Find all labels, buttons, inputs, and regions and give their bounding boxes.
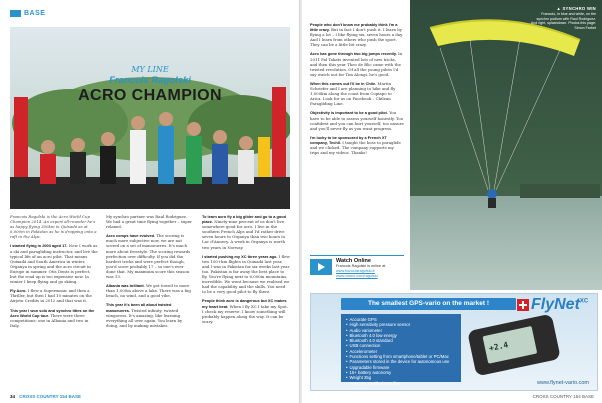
paragraph-body: My synchro partner was Raul Rodriguez. We had a great time flying together – super relaxed. (106, 214, 192, 230)
vario-screen (483, 326, 538, 364)
paragraph-head: I started pushing my XC three years ago. (202, 253, 278, 259)
article-title: ACRO CHAMPION (78, 87, 222, 104)
watch-online-text (336, 259, 385, 285)
paragraph-head: People who don't know me probably think I'm a little crazy. (310, 22, 398, 33)
line-label: MY LINE (131, 65, 169, 74)
vario-screen-value: +2.4 (488, 340, 510, 354)
paragraph (106, 302, 194, 327)
paragraph-body: Twisted infinity, twisted wingovers. It's amazing, like learning everything all over again. You learn by doing, and by making mistakes. (106, 307, 183, 328)
ad-feature: • FAI-CIVL certified IGC files (346, 381, 456, 386)
paragraph-head: This year I won solo and synchro titles on the Acro World Cup tour. (10, 307, 95, 318)
paragraph-head: I started flying in 2003 aged 17. (10, 243, 68, 249)
paragraph (106, 283, 194, 298)
paragraph-head: Acro has gone through two big jumps recently. (310, 51, 397, 57)
left-column-2 (106, 214, 194, 332)
paragraph-head: Objectivity is important to be a good pilot. (310, 110, 388, 116)
vimeo-link[interactable]: www.vimeo.com/ragolski (336, 274, 378, 278)
flynet-advert (310, 293, 598, 391)
paragraph-body: Martin Schriefer and I are planning to hike and fly 1,000km along the coast from Copiapo to Arica. Look for us on Facebook – Chilean Paragliding Line. (310, 80, 396, 107)
paragraph-head: Albania was brilliant. (106, 283, 145, 289)
article-title-block (10, 27, 290, 105)
paragraph-body: But in fact I don't push it. I learn by flying a lot – I like flying six, seven hours a day. And I learn from others who push the sport. They can be a little bit crazy. (310, 27, 404, 48)
paragraph (310, 51, 404, 76)
ad-brand-name: FlyNet (531, 296, 580, 313)
paragraph-body: When I fly XC I take my Spot. I check my reserve. I know something will probably happen along the way. It can be scary. (202, 303, 288, 324)
paragraph-body: You have to be able to assess yourself honestly. Too confident and you can hurt yourself, too unsure and you'll never fly as you want progress. (310, 110, 404, 131)
paragraph-body: In 2011 Pal Takats invented lots of new tricks, and then this year Theo de Blic came with the twisted revolution. Of all the young pilots I'd say watch out for Tim Alongi, he's good. (310, 51, 403, 77)
paragraph (202, 298, 290, 323)
caption-title: ▲ SYNCHRO WIN (556, 6, 596, 11)
paragraph-body: There were three competitions: one in Albania and two in Italy. (10, 312, 89, 328)
ad-brand-logo (531, 296, 588, 314)
paragraph-head: This year it's been all about twisted manoeuvres. (106, 302, 172, 313)
photo-caption (530, 7, 596, 31)
video-thumbnail[interactable] (310, 259, 332, 275)
paragraph-head: Acro comps have evolved. (106, 233, 156, 239)
paragraph (10, 288, 98, 303)
watch-online-description: Francois Ragolski is online at (336, 264, 386, 268)
paragraph-head: When this comes out I'll be in Chile. (310, 80, 377, 86)
ad-feature: • Accurate GPS (346, 317, 456, 322)
paraglider-photo-illustration (410, 0, 602, 290)
paragraph (10, 308, 98, 328)
ad-feature: • Functions setting from smartphone/tablet or PC/Mac (346, 354, 456, 359)
rider-name: Francois Ragolski (109, 75, 191, 86)
paragraph (310, 22, 404, 47)
website-link[interactable]: www.francoisragolski.fr (336, 269, 375, 273)
section-bar (10, 10, 21, 17)
paragraph-body: The scoring is much more subjective now, we are not scored on a set of manoeuvres. It's much more about freestyle. The scoring rewards perfection over difficulty. If you did the hardest tricks and were perfect though, you'd score probably 17 – so one's ever done that. My maximum score this season was 13. (106, 233, 191, 280)
ad-headline: The smallest GPS-vario on the market ! (341, 298, 516, 310)
left-page (0, 0, 300, 403)
ad-feature: • Bluetooth 4.0 standard (346, 338, 456, 343)
paragraph (310, 135, 404, 155)
paragraph (202, 214, 290, 250)
paragraph (10, 243, 98, 284)
ad-feature: • Upgradable firmware (346, 365, 456, 370)
vario-device-image (467, 314, 561, 377)
paragraph-body: We got towed to more than 1,000m above a lake. There was a big beach, no wind, and a good vibe. (106, 283, 191, 299)
ad-feature: • Bluetooth 4.0 low energy (346, 333, 456, 338)
ad-feature: • USB connection (346, 343, 456, 348)
ad-feature: • Parameters stored in the device for autonomous use (346, 359, 456, 364)
paragraph (202, 254, 290, 295)
paragraph-body: I flew a Supermonic and then a Thriller, but then I had 10 minutes on the Airjetu Credits in 2012 and that was it. (10, 288, 92, 304)
ad-brand-suffix: XC (579, 298, 589, 305)
ad-feature: • 15+ battery autonomy (346, 370, 456, 375)
watch-online-box (310, 255, 404, 285)
section-tag (10, 9, 45, 18)
right-column-1 (310, 22, 404, 159)
paragraph-head: Fly Acro. (10, 288, 27, 294)
paragraph-head: I'm lucky to be sponsored by a French XT company, Techli. (310, 134, 387, 145)
caption-text: Francois, in blue and white, on the synchro podium with Raul Rodriguez. And right, splashdown. Photos this page: Simon Farbet (530, 11, 596, 31)
ad-feature: • Weight 35g (346, 375, 456, 380)
right-page (302, 0, 602, 403)
paragraph (106, 214, 194, 229)
paragraph-body: Ninety-nine percent of us don't live somewhere good for acro. I live in the southern French Alps and I'd rather drive seven hours to Organya than two hours to Lac d'Annecy. A week in Organya is worth two years in Norway. (202, 219, 286, 250)
ad-url-link[interactable]: www.flynet-vario.com (537, 380, 589, 386)
watch-online-title: Watch Online (336, 258, 371, 264)
ad-feature-list (341, 314, 461, 386)
intro-paragraph: Francois Ragolski is the Acro World Cup Champion 2014. An expert all-rounder he's as happy flying 300km in Quixadá as at 6,000m in Pakistan as he is dropping onto a raft in the Alps. (10, 214, 97, 240)
swiss-flag-icon (517, 299, 529, 311)
paragraph-body: Now I work as a ski and paragliding instructor, and live the typical life of an acro pilot. That means Quixadá and South America in winter, Organya in spring and the acro circuit in Europe in summer. Otis Dentz is perfect, but the road up is too expensive now. In winter I keep flying and go skiing. (10, 243, 98, 285)
paragraph-body: I flew two 100+km flights in Quixadá last year, and I was in Pakistan for six weeks last year too. Pakistan is far away the best place to fly. You're flying next to 6,000m mountains, incredible. We went because we realised we had the capability and the skills. You need to be a very good pilot to fly there. (202, 253, 290, 295)
section-label: BASE (24, 10, 46, 17)
ad-feature: • Accelerometer (346, 349, 456, 354)
magazine-name: CROSS COUNTRY 154 BASE (19, 394, 82, 399)
left-page-footer (10, 394, 81, 399)
page-number: 34 (10, 394, 16, 399)
ad-feature: • Audio variometer (346, 328, 456, 333)
paragraph (106, 233, 194, 279)
paragraph-body: I taught the boss to paraglide and we clicked. The company supports my trips and my videos. Thanks! (310, 139, 401, 156)
left-column-3 (202, 214, 290, 328)
paragraph (310, 110, 404, 130)
play-icon[interactable] (318, 263, 325, 271)
left-column-1 (10, 214, 98, 332)
ad-feature: • High sensitivity pressure sensor (346, 322, 456, 327)
right-page-footer: CROSS COUNTRY 154 BASE (532, 394, 594, 399)
paraglider-photo (410, 0, 602, 290)
paragraph-head: People think acro is dangerous but XC makes my heart beat. (202, 298, 287, 309)
paragraph-head: To learn acro fly a big glider and go to a good place. (202, 214, 287, 225)
paragraph (310, 81, 404, 106)
